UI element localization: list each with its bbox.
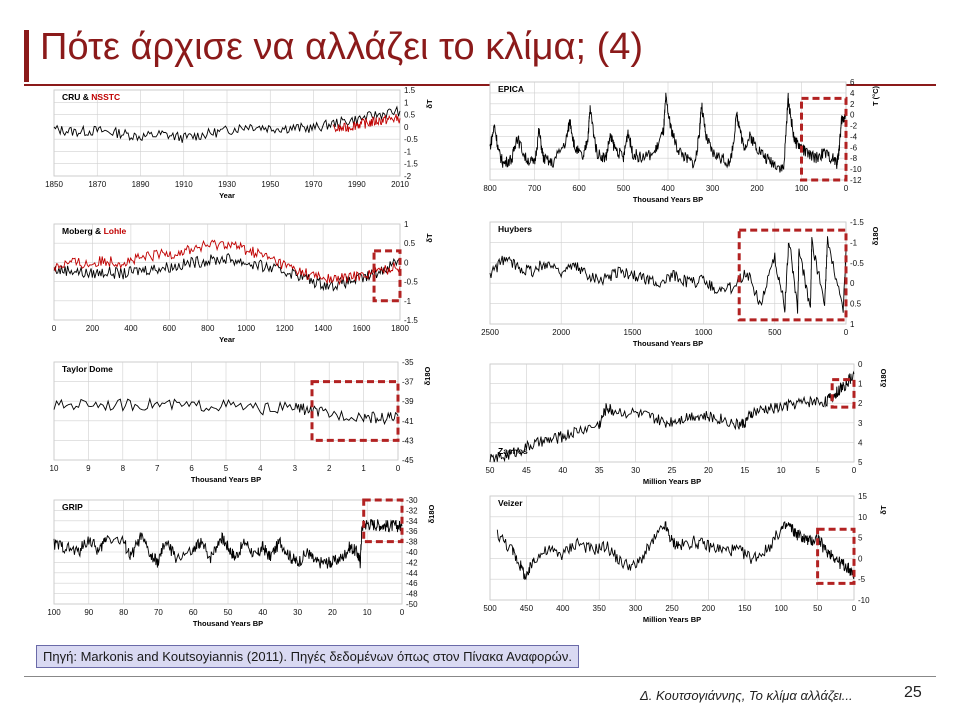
y-axis-title: T (°C) <box>871 85 880 107</box>
x-tick-label: 1500 <box>623 328 642 337</box>
y-tick-label: 3 <box>858 418 863 428</box>
x-tick-label: 50 <box>813 604 823 613</box>
x-tick-label: 1400 <box>314 324 333 333</box>
x-tick-label: 500 <box>616 184 631 193</box>
y-tick-label: 4 <box>850 88 855 98</box>
chart-label: EPICA <box>498 84 524 94</box>
y-tick-label: 1 <box>404 220 409 229</box>
y-tick-label: 0 <box>858 360 863 369</box>
chart-taylor-dome <box>40 360 440 494</box>
chart-zachos <box>476 362 896 494</box>
y-tick-label: -41 <box>402 416 414 426</box>
y-tick-label: 1 <box>850 320 855 329</box>
y-tick-label: -4 <box>850 132 858 142</box>
x-tick-label: 2010 <box>391 180 409 189</box>
chart-svg-zachos <box>476 362 896 494</box>
x-tick-label: 1950 <box>261 180 280 189</box>
x-tick-label: 2000 <box>552 328 571 337</box>
x-tick-label: 10 <box>776 466 786 475</box>
x-tick-label: 0 <box>851 466 857 475</box>
x-tick-label: 90 <box>84 608 94 617</box>
y-tick-label: -12 <box>850 176 862 185</box>
y-tick-label: 1.5 <box>404 86 416 95</box>
x-tick-label: 1800 <box>391 324 409 333</box>
x-tick-label: 60 <box>188 608 198 617</box>
x-tick-label: 40 <box>258 608 268 617</box>
y-tick-label: 0.5 <box>404 239 416 249</box>
x-tick-label: 0 <box>399 608 405 617</box>
x-tick-label: 20 <box>703 466 713 475</box>
chart-svg-taylor <box>40 360 440 494</box>
y-tick-label: -6 <box>850 143 858 153</box>
x-tick-label: 1000 <box>694 328 713 337</box>
chart-label: Taylor Dome <box>62 364 113 374</box>
chart-cru-nsstc <box>40 88 440 204</box>
chart-svg-huybers <box>476 220 896 360</box>
y-axis-title: δ18O <box>427 504 436 524</box>
chart-label: Zachos <box>498 446 528 456</box>
x-tick-label: 150 <box>738 604 752 613</box>
x-tick-label: 35 <box>594 466 604 475</box>
y-tick-label: -45 <box>402 456 414 465</box>
x-tick-label: 200 <box>85 324 100 333</box>
x-tick-label: 0 <box>843 184 849 193</box>
chart-label: Veizer <box>498 498 523 508</box>
x-tick-label: 1890 <box>131 180 150 189</box>
x-tick-label: 10 <box>362 608 372 617</box>
x-tick-label: 400 <box>124 324 138 333</box>
x-tick-label: 1970 <box>304 180 323 189</box>
x-axis-title: Million Years BP <box>642 477 702 486</box>
y-tick-label: 0.5 <box>404 110 416 120</box>
x-tick-label: 0 <box>395 464 401 473</box>
chart-svg-epica <box>476 80 896 216</box>
y-tick-label: 10 <box>858 512 867 522</box>
x-axis-title: Year <box>219 335 235 344</box>
y-tick-label: -10 <box>850 165 862 175</box>
y-tick-label: -46 <box>406 579 418 589</box>
y-tick-label: -0.5 <box>404 277 418 287</box>
y-tick-label: 0 <box>858 554 863 564</box>
y-tick-label: 2 <box>850 99 855 109</box>
y-tick-label: 0 <box>850 279 855 289</box>
y-tick-label: 4 <box>858 438 863 448</box>
x-tick-label: 200 <box>750 184 764 193</box>
y-tick-label: -36 <box>406 527 418 537</box>
y-tick-label: -39 <box>402 397 414 407</box>
y-axis-title: δ18O <box>879 368 888 388</box>
x-tick-label: 100 <box>794 184 809 193</box>
chart-label: GRIP <box>62 502 83 512</box>
chart-svg-grip <box>40 498 440 634</box>
x-tick-label: 8 <box>120 464 126 473</box>
plot-area <box>54 224 400 320</box>
title-accent-bar <box>24 30 29 82</box>
x-tick-label: 20 <box>327 608 337 617</box>
chart-huybers <box>476 220 896 360</box>
x-tick-label: 30 <box>631 466 641 475</box>
x-tick-label: 350 <box>592 604 606 613</box>
y-axis-title: δT <box>425 233 434 243</box>
y-tick-label: 1 <box>858 379 863 389</box>
y-tick-label: -48 <box>406 589 418 599</box>
y-tick-label: -1 <box>404 296 412 306</box>
y-tick-label: 5 <box>858 533 863 543</box>
chart-label: Huybers <box>498 224 533 234</box>
x-tick-label: 50 <box>485 466 495 475</box>
x-tick-label: 3 <box>292 464 298 473</box>
x-tick-label: 1990 <box>347 180 366 189</box>
x-tick-label: 1910 <box>174 180 193 189</box>
x-tick-label: 1200 <box>275 324 294 333</box>
x-tick-label: 250 <box>665 604 679 613</box>
footer-author: Δ. Κουτσογιάννης, Το κλίμα αλλάζει... <box>640 688 853 703</box>
x-tick-label: 0 <box>851 604 857 613</box>
y-tick-label: -10 <box>858 596 870 605</box>
x-axis-title: Thousand Years BP <box>632 339 704 348</box>
x-tick-label: 1 <box>361 464 366 473</box>
x-tick-label: 100 <box>47 608 61 617</box>
x-axis-title: Thousand Years BP <box>190 475 262 484</box>
chart-epica <box>476 80 896 216</box>
x-tick-label: 4 <box>258 464 263 473</box>
y-tick-label: -37 <box>402 377 414 387</box>
x-tick-label: 6 <box>189 464 194 473</box>
y-tick-label: -2 <box>404 172 412 181</box>
x-tick-label: 1000 <box>237 324 256 333</box>
x-tick-label: 500 <box>483 604 497 613</box>
x-tick-label: 80 <box>119 608 129 617</box>
chart-label-part: Moberg & <box>62 226 104 236</box>
x-tick-label: 50 <box>223 608 233 617</box>
x-tick-label: 450 <box>519 604 534 613</box>
x-axis-title: Million Years BP <box>642 615 702 624</box>
chart-veizer <box>476 494 896 634</box>
x-tick-label: 10 <box>49 464 59 473</box>
y-tick-label: -50 <box>406 600 418 609</box>
y-tick-label: 1 <box>404 98 409 108</box>
chart-svg-cru <box>40 88 440 204</box>
y-tick-label: -34 <box>406 516 418 526</box>
y-tick-label: -0.5 <box>404 135 418 145</box>
x-tick-label: 5 <box>815 466 820 475</box>
page-number: 25 <box>904 684 922 701</box>
chart-svg-moberg <box>40 222 440 350</box>
x-tick-label: 800 <box>483 184 497 193</box>
x-axis-title: Year <box>219 191 235 200</box>
y-tick-label: -32 <box>406 506 418 516</box>
chart-grip <box>40 498 440 634</box>
y-tick-label: -38 <box>406 537 418 547</box>
slide-title: Πότε άρχισε να αλλάζει το κλίμα; (4) <box>40 26 644 68</box>
chart-label <box>62 92 120 102</box>
x-tick-label: 300 <box>705 184 720 193</box>
y-tick-label: -1 <box>850 238 858 248</box>
chart-svg-veizer <box>476 494 896 634</box>
x-tick-label: 500 <box>768 328 782 337</box>
x-tick-label: 300 <box>628 604 643 613</box>
x-tick-label: 0 <box>51 324 57 333</box>
y-tick-label: 5 <box>858 458 863 467</box>
y-tick-label: 15 <box>858 492 867 501</box>
x-tick-label: 25 <box>667 466 677 475</box>
chart-moberg-lohle <box>40 222 440 350</box>
x-tick-label: 600 <box>572 184 586 193</box>
y-tick-label: 0 <box>850 110 855 120</box>
x-tick-label: 400 <box>556 604 570 613</box>
y-tick-label: -40 <box>406 548 418 557</box>
x-tick-label: 5 <box>223 464 229 473</box>
y-tick-label: -44 <box>406 568 418 578</box>
y-tick-label: -43 <box>402 436 414 446</box>
y-axis-title: δT <box>425 99 434 109</box>
y-tick-label: -5 <box>858 575 866 585</box>
x-tick-label: 45 <box>521 466 531 475</box>
x-axis-title: Thousand Years BP <box>192 619 264 628</box>
x-tick-label: 7 <box>154 464 160 473</box>
x-tick-label: 800 <box>201 324 215 333</box>
footer-rule <box>24 676 936 677</box>
y-tick-label: 0 <box>404 258 409 268</box>
y-tick-label: -35 <box>402 358 414 367</box>
source-citation: Πηγή: Markonis and Koutsoyiannis (2011). Πηγές δεδομένων όπως στον Πίνακα Αναφορών. <box>36 645 579 668</box>
x-tick-label: 9 <box>86 464 91 473</box>
chart-label <box>62 226 127 236</box>
x-tick-label: 600 <box>162 324 177 333</box>
y-tick-label: -2 <box>850 121 858 131</box>
y-tick-label: -1.5 <box>404 159 418 169</box>
x-axis-title: Thousand Years BP <box>632 195 704 204</box>
y-tick-label: -0.5 <box>850 258 864 268</box>
y-axis-title: δT <box>879 505 888 515</box>
x-tick-label: 1600 <box>352 324 371 333</box>
y-axis-title: δ18O <box>871 226 880 246</box>
x-tick-label: 15 <box>740 466 750 475</box>
x-tick-label: 1870 <box>88 180 107 189</box>
y-tick-label: 2 <box>858 399 863 409</box>
y-tick-label: -30 <box>406 496 418 505</box>
chart-label-part: CRU & <box>62 92 92 102</box>
y-tick-label: 0.5 <box>850 299 862 309</box>
y-tick-label: 0 <box>404 122 409 132</box>
chart-label-part: NSSTC <box>91 92 121 102</box>
x-tick-label: 200 <box>701 604 716 613</box>
x-tick-label: 2500 <box>481 328 499 337</box>
y-tick-label: -1.5 <box>404 316 418 325</box>
y-tick-label: -8 <box>850 154 858 164</box>
x-tick-label: 400 <box>661 184 675 193</box>
y-tick-label: -1.5 <box>850 218 864 227</box>
chart-label-part: Lohle <box>103 226 127 236</box>
x-tick-label: 0 <box>843 328 849 337</box>
x-tick-label: 70 <box>153 608 163 617</box>
x-tick-label: 2 <box>326 464 332 473</box>
x-tick-label: 1850 <box>45 180 63 189</box>
x-tick-label: 700 <box>527 184 542 193</box>
y-tick-label: -1 <box>404 147 412 157</box>
x-tick-label: 100 <box>774 604 788 613</box>
x-tick-label: 40 <box>558 466 568 475</box>
y-axis-title: δ18O <box>423 366 432 386</box>
x-tick-label: 1930 <box>218 180 236 189</box>
x-tick-label: 30 <box>293 608 303 617</box>
y-tick-label: -42 <box>406 558 418 568</box>
y-tick-label: 6 <box>850 78 855 87</box>
